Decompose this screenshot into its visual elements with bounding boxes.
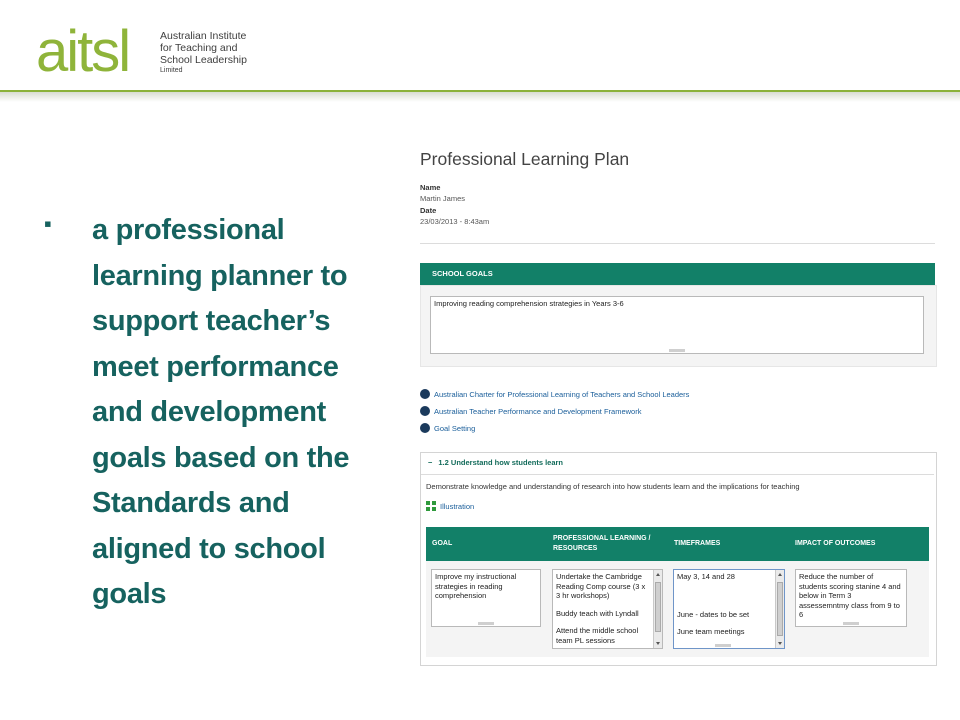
goal-input[interactable] bbox=[431, 569, 541, 627]
timeframe-item: May 3, 14 and 28 bbox=[677, 572, 735, 581]
page-title: Professional Learning Plan bbox=[420, 149, 630, 169]
date-value: 23/03/2013 - 8:43am bbox=[420, 217, 490, 226]
header-shadow bbox=[0, 92, 960, 102]
bullet-line: Standards and bbox=[92, 487, 290, 519]
column-header: TIMEFRAMES bbox=[674, 540, 721, 547]
scrollbar[interactable] bbox=[653, 570, 662, 648]
section-divider bbox=[421, 474, 934, 475]
scroll-thumb[interactable] bbox=[777, 582, 783, 636]
scroll-up-icon[interactable] bbox=[778, 573, 782, 576]
section-title: 1.2 Understand how students learn bbox=[438, 458, 563, 467]
bullet-line: support teacher’s bbox=[92, 305, 331, 337]
bullet-line: learning planner to bbox=[92, 259, 348, 292]
bullet-marker: ▪ bbox=[44, 211, 52, 236]
info-icon bbox=[420, 423, 430, 433]
logo-org-name bbox=[160, 30, 247, 76]
resize-grip[interactable] bbox=[478, 622, 494, 625]
plan-table-header bbox=[426, 527, 929, 561]
date-label: Date bbox=[420, 206, 437, 215]
section-toggle[interactable] bbox=[428, 458, 563, 467]
column-header: PROFESSIONAL LEARNING / RESOURCES bbox=[553, 535, 651, 552]
resize-grip[interactable] bbox=[715, 644, 731, 647]
scrollbar[interactable] bbox=[775, 570, 784, 648]
link-charter[interactable] bbox=[420, 389, 689, 399]
link-label: Australian Teacher Performance and Development Framework bbox=[434, 407, 642, 416]
illustration-link[interactable] bbox=[426, 501, 474, 511]
resource-item: Attend the middle school team PL sessions bbox=[556, 626, 639, 645]
column-header: IMPACT OF OUTCOMES bbox=[795, 540, 876, 547]
logo-line: for Teaching and bbox=[160, 42, 238, 54]
resources-input[interactable] bbox=[552, 569, 663, 649]
goal-text: Improve my instructional strategies in reading comprehension bbox=[435, 572, 517, 600]
bullet-text bbox=[92, 208, 392, 618]
info-icon bbox=[420, 406, 430, 416]
name-value: Martin James bbox=[420, 194, 466, 203]
info-icon bbox=[420, 389, 430, 399]
impact-text: Reduce the number of students scoring stanine 4 and below in Term 3 assessemntmy class from 9 to 6 bbox=[799, 572, 901, 619]
school-goals-input[interactable] bbox=[430, 296, 924, 354]
bullet-line: aligned to school bbox=[92, 532, 326, 565]
school-goals-header: SCHOOL GOALS bbox=[420, 263, 935, 285]
name-label: Name bbox=[420, 183, 441, 192]
bullet-line: a professional bbox=[92, 214, 285, 246]
bullet-line: goals based on the bbox=[92, 441, 350, 474]
link-label: Australian Charter for Professional Learning of Teachers and School Leaders bbox=[434, 390, 690, 399]
bullet-line: and development bbox=[92, 396, 326, 428]
section-description: Demonstrate knowledge and understanding of research into how students learn and the implications for teaching bbox=[426, 482, 800, 491]
scroll-down-icon[interactable] bbox=[778, 642, 782, 645]
impact-input[interactable] bbox=[795, 569, 907, 627]
header bbox=[0, 0, 960, 92]
illustration-icon bbox=[426, 501, 436, 511]
bullet-line: goals bbox=[92, 578, 167, 610]
scroll-thumb[interactable] bbox=[655, 582, 661, 632]
aitsl-logo: aitsl bbox=[36, 19, 130, 84]
logo-line: Limited bbox=[160, 67, 183, 74]
scroll-up-icon[interactable] bbox=[656, 573, 660, 576]
link-label: Goal Setting bbox=[434, 424, 476, 433]
scroll-down-icon[interactable] bbox=[656, 642, 660, 645]
resource-item: Undertake the Cambridge Reading Comp course (3 x 3 hr workshops) bbox=[556, 572, 646, 600]
resource-item: Buddy teach with Lyndall bbox=[556, 608, 639, 618]
logo-line: Australian Institute bbox=[160, 30, 247, 42]
resize-grip[interactable] bbox=[843, 622, 859, 625]
column-header: GOAL bbox=[432, 540, 453, 547]
illustration-label: Illustration bbox=[440, 502, 475, 511]
logo-line: School Leadership bbox=[160, 54, 247, 66]
timeframe-item: June team meetings bbox=[677, 627, 745, 636]
bullet-line: meet performance bbox=[92, 350, 339, 383]
timeframes-input[interactable] bbox=[673, 569, 785, 649]
divider bbox=[420, 243, 935, 244]
school-goals-text: Improving reading comprehension strategies in Years 3-6 bbox=[434, 299, 624, 308]
collapse-icon: − bbox=[428, 458, 433, 467]
timeframe-item: June - dates to be set bbox=[677, 609, 750, 619]
link-framework[interactable] bbox=[420, 406, 641, 416]
link-goal-setting[interactable] bbox=[420, 423, 475, 433]
resize-grip[interactable] bbox=[669, 349, 685, 352]
